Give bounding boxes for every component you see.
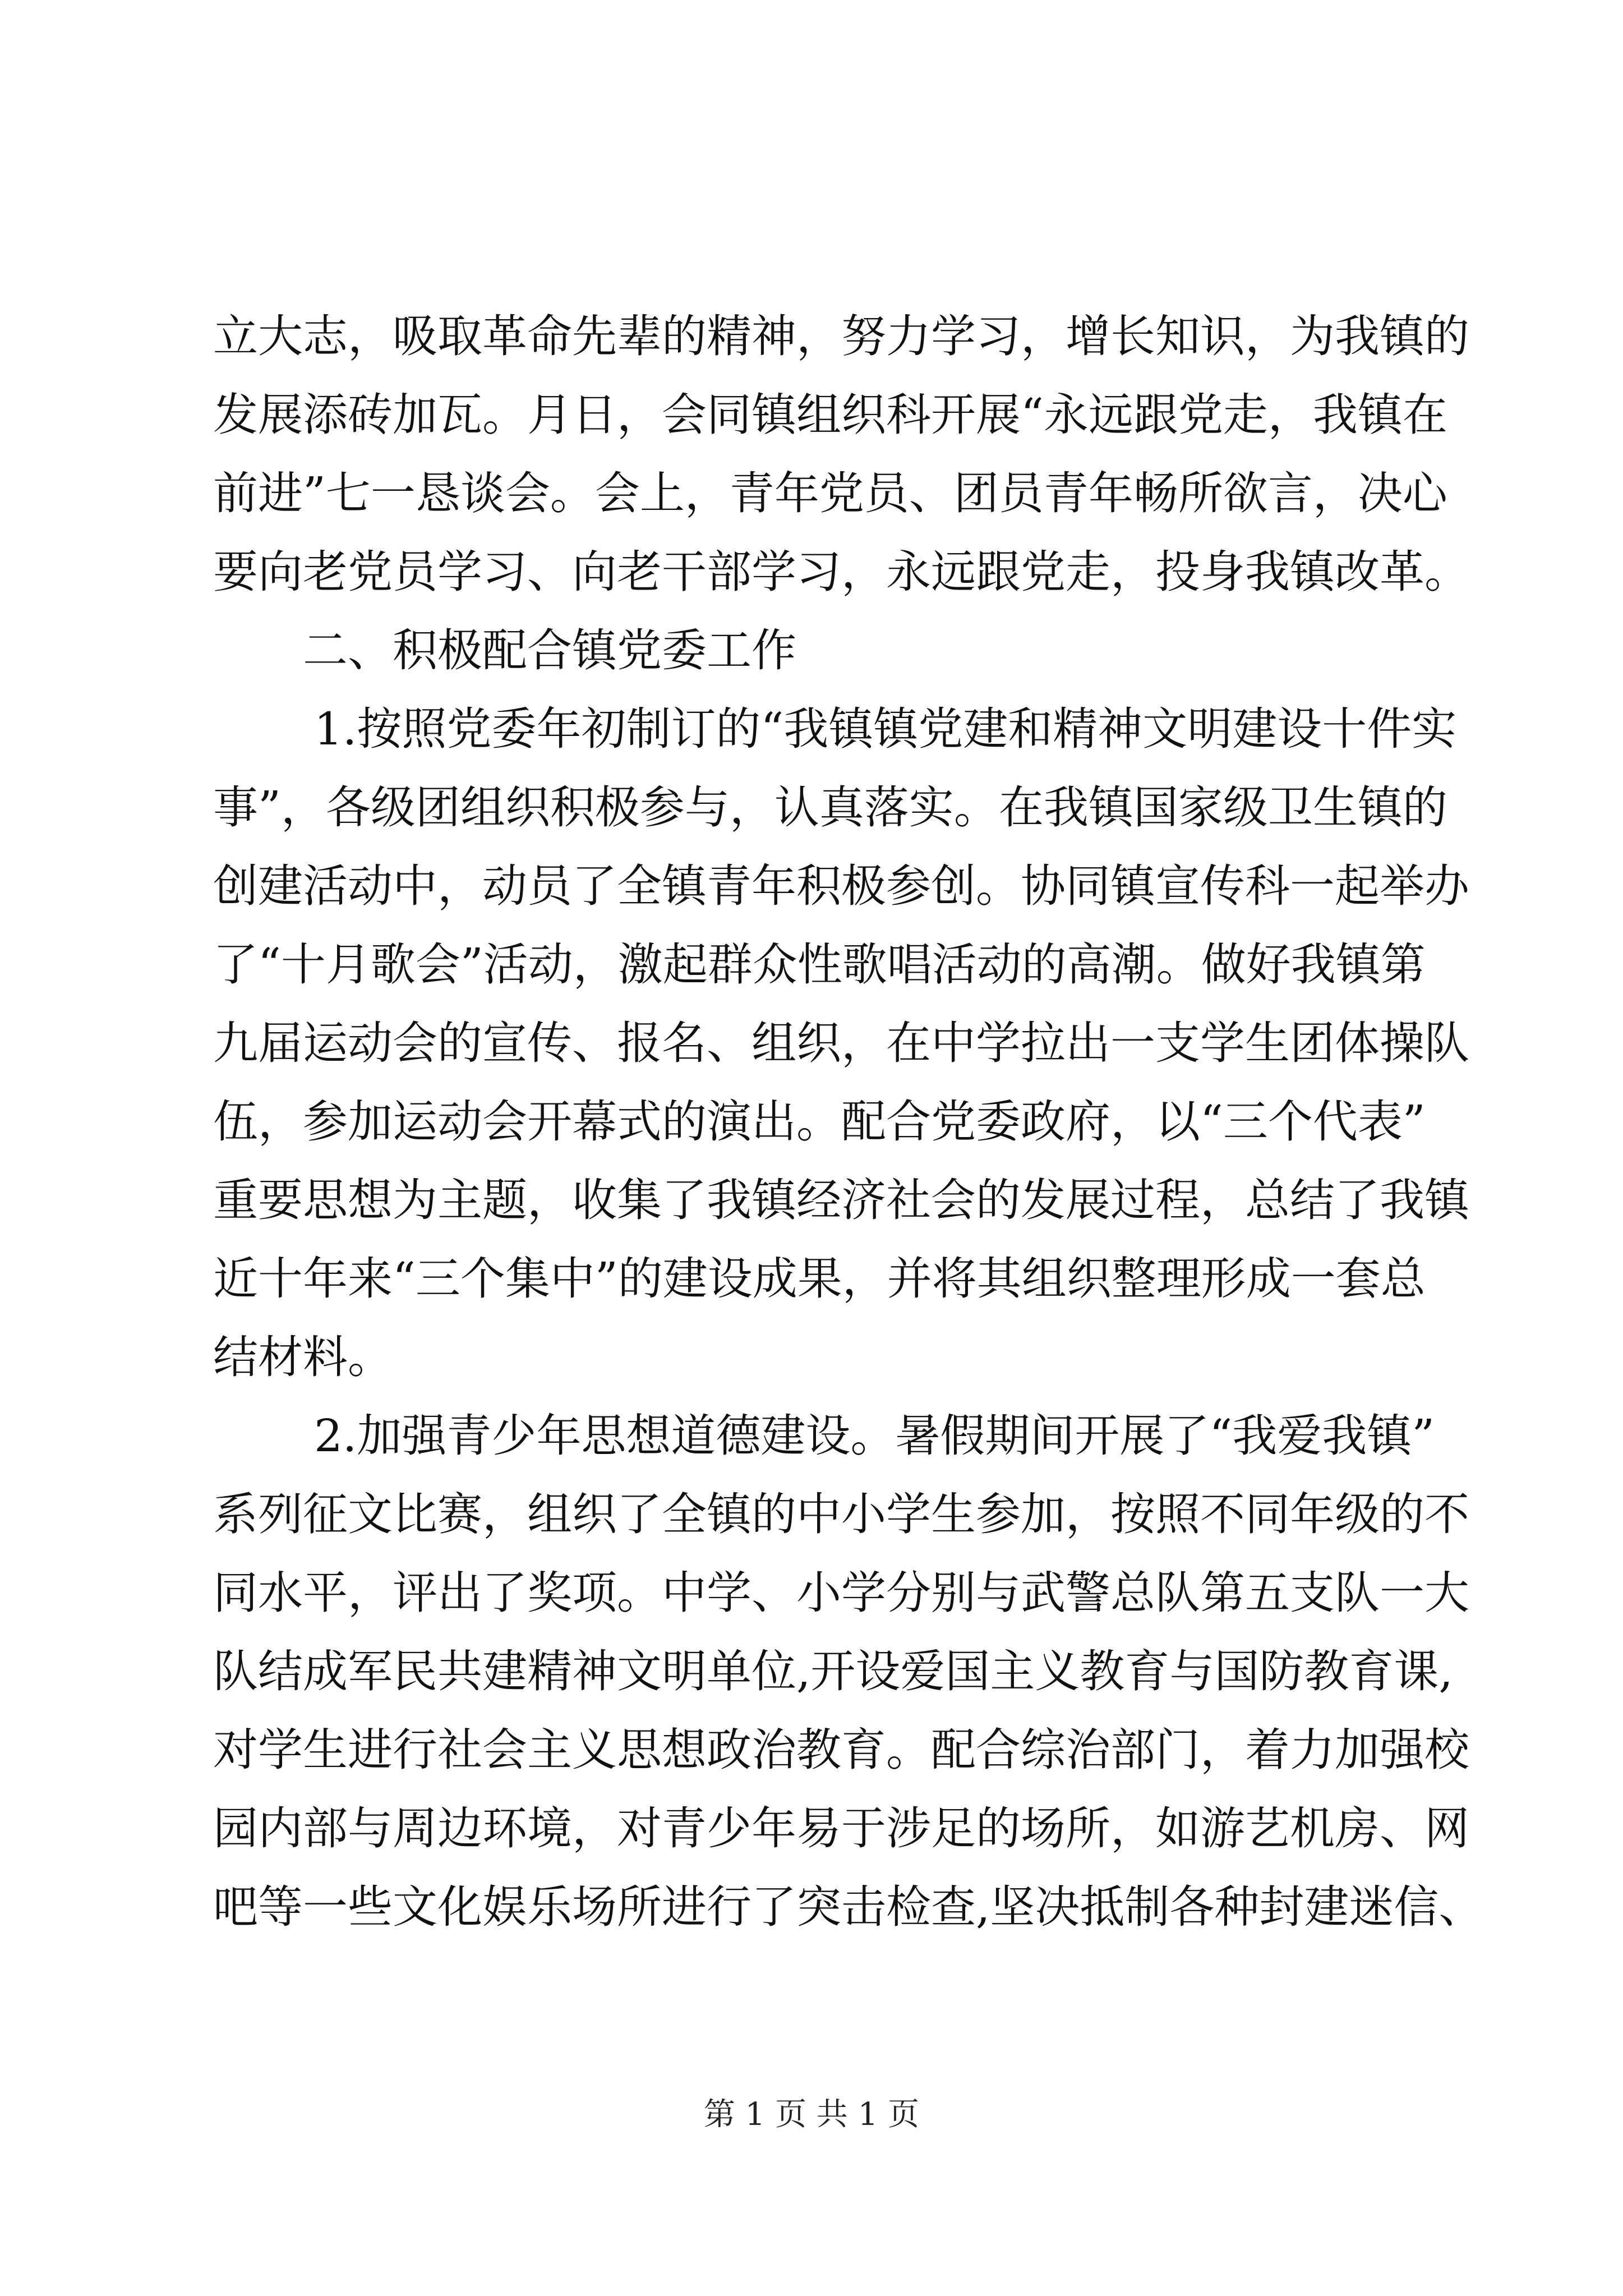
text-line: 前进”七一恳谈会。会上，青年党员、团员青年畅所欲言，决心 [213,467,1447,519]
text-line: 1.按照党委年初制订的“我镇镇党建和精神文明建设十件实 [314,703,1457,755]
text-line: 了“十月歌会”活动，激起群众性歌唱活动的高潮。做好我镇第 [213,938,1426,991]
text-line: 事”，各级团组织积极参与，认真落实。在我镇国家级卫生镇的 [213,781,1447,834]
text-line: 2.加强青少年思想道德建设。暑假期间开展了“我爱我镇” [314,1410,1435,1462]
text-line: 园内部与周边环境，对青少年易于涉足的场所，如游艺机房、网 [213,1802,1469,1855]
text-line: 近十年来“三个集中”的建设成果，并将其组织整理形成一套总 [213,1253,1426,1305]
text-line: 重要思想为主题，收集了我镇经济社会的发展过程，总结了我镇 [213,1174,1469,1226]
text-line: 队结成军民共建精神文明单位,开设爱国主义教育与国防教育课, [213,1645,1453,1697]
text-line: 要向老党员学习、向老干部学习，永远跟党走，投身我镇改革。 [213,546,1469,598]
page-footer: 第 1 页 共 1 页 [703,2096,920,2133]
text-line: 伍，参加运动会开幕式的演出。配合党委政府，以“三个代表” [213,1096,1426,1148]
text-line: 发展添砖加瓦。月日，会同镇组织科开展“永远跟党走，我镇在 [213,389,1447,441]
text-line: 立大志，吸取革命先辈的精神，努力学习，增长知识，为我镇的 [213,310,1469,362]
text-line: 结材料。 [213,1331,393,1383]
text-line: 创建活动中，动员了全镇青年积极参创。协同镇宣传科一起举办 [213,860,1469,912]
text-line: 同水平，评出了奖项。中学、小学分别与武警总队第五支队一大 [213,1567,1469,1619]
text-line: 对学生进行社会主义思想政治教育。配合综治部门，着力加强校 [213,1724,1469,1776]
section-heading: 二、积极配合镇党委工作 [303,624,796,677]
text-line: 吧等一些文化娱乐场所进行了突击检查,坚决抵制各种封建迷信、 [213,1881,1484,1933]
text-line: 九届运动会的宣传、报名、组织，在中学拉出一支学生团体操队 [213,1017,1469,1069]
text-line: 系列征文比赛，组织了全镇的中小学生参加，按照不同年级的不 [213,1488,1469,1540]
